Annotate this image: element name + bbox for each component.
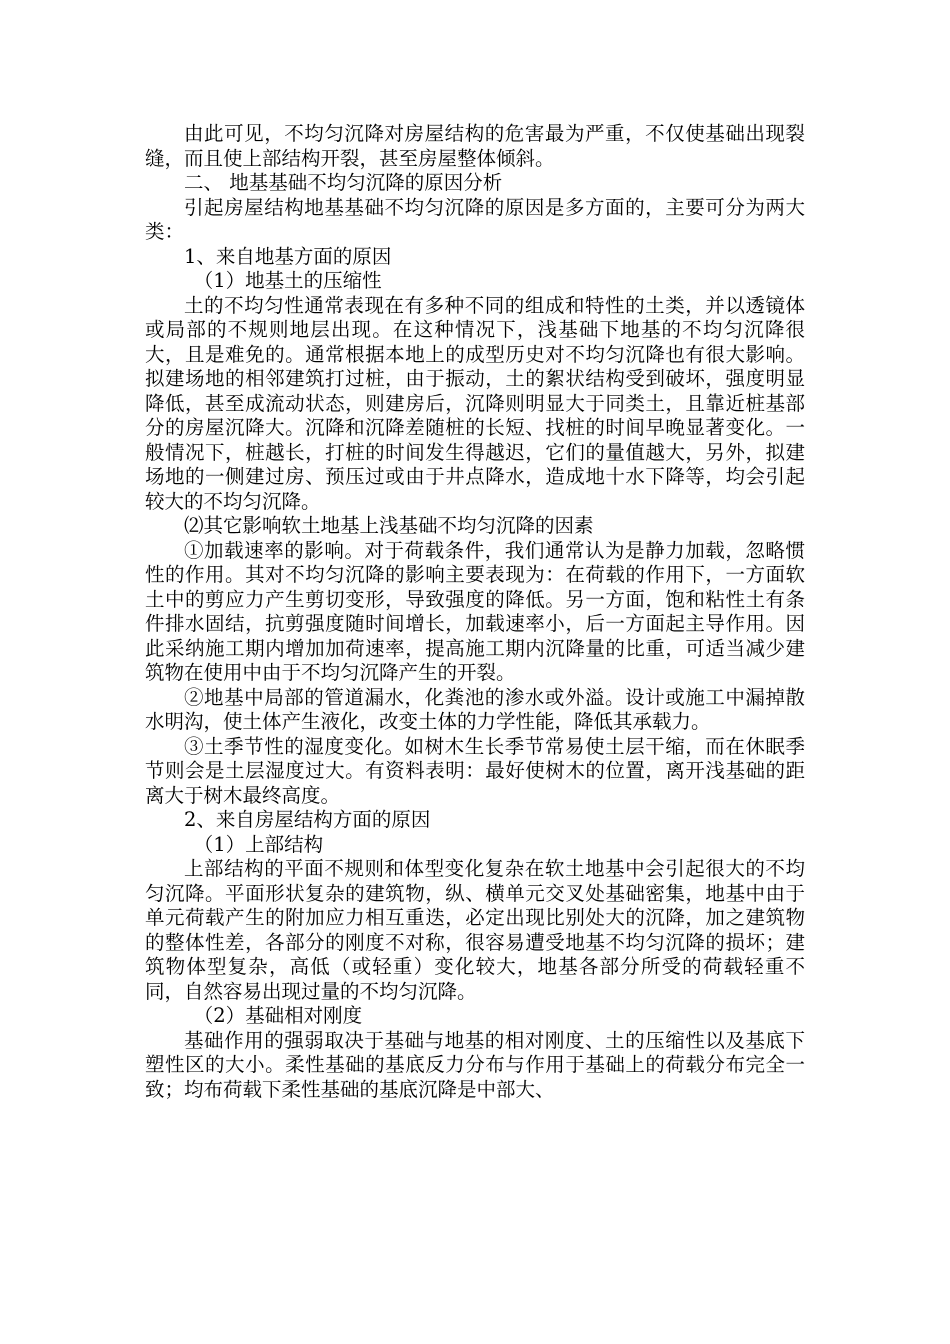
subsection-heading-structure: 2、来自房屋结构方面的原因	[184, 808, 431, 831]
paragraph-intro-causes: 引起房屋结构地基基础不均匀沉降的原因是多方面的，主要可分为两大类：	[145, 195, 805, 243]
paragraph-relative-stiffness: 基础作用的强弱取决于基础与地基的相对刚度、土的压缩性以及基底下塑性区的大小。柔性基础的基底反力分布与作用于基础上的荷载分布完全一致；均布荷载下柔性基础的基底沉降是中部大、	[145, 1028, 805, 1101]
paragraph-conclusion: 由此可见，不均匀沉降对房屋结构的危害最为严重，不仅使基础出现裂缝，而且使上部结构开裂，甚至房屋整体倾斜。	[145, 122, 805, 170]
sub-item-heading-superstructure: （1）上部结构	[193, 832, 324, 856]
subsection-heading-foundation-soil: 1、来自地基方面的原因	[184, 244, 392, 268]
paragraph-superstructure: 上部结构的平面不规则和体型变化复杂在软土地基中会引起很大的不均匀沉降。平面形状复杂的建筑物，纵、横单元交叉处基础密集，地基中由于单元荷载产生的附加应力相互重迭，必定出现比别处大的沉降，加之建筑物的整体性差，各部分的刚度不对称，很容易遭受地基不均匀沉降的损坏；建筑物体型复杂，高低（或轻重）变化较大，地基各部分所受的荷载轻重不同，自然容易出现过量的不均匀沉降。	[145, 857, 805, 1003]
paragraph-pipe-leakage: ②地基中局部的管道漏水，化粪池的渗水或外溢。设计或施工中漏掉散水明沟，使土体产生液化，改变土体的力学性能，降低其承载力。	[145, 685, 805, 733]
paragraph-loading-rate: ①加载速率的影响。对于荷载条件，我们通常认为是静力加载，忽略惯性的作用。其对不均匀沉降的影响主要表现为：在荷载的作用下，一方面软土中的剪应力产生剪切变形，导致强度的降低。另一方面，饱和粘性土有条件排水固结，抗剪强度随时间增长，加载速率小，后一方面起主导作用。因此采纳施工期内增加加荷速率，提高施工期内沉降量的比重，可适当减少建筑物在使用中由于不均匀沉降产生的开裂。	[145, 538, 805, 684]
section-heading-2: 二、 地基基础不均匀沉降的原因分析	[184, 171, 503, 194]
sub-item-heading-other-factors: ⑵其它影响软土地基上浅基础不均匀沉降的因素	[184, 514, 594, 537]
paragraph-soil-nonuniformity: 土的不均匀性通常表现在有多种不同的组成和特性的土类，并以透镜体或局部的不规则地层出现。在这种情况下，浅基础下地基的不均匀沉降很大，且是难免的。通常根据本地上的成型历史对不均匀沉降也有很大影响。拟建场地的相邻建筑打过桩，由于振动，土的絮状结构受到破坏，强度明显降低，甚至成流动状态，则建房后，沉降则明显大于同类土，且靠近桩基部分的房屋沉降大。沉降和沉降差随桩的长短、找桩的时间早晚显著变化。一般情况下，桩越长，打桩的时间发生得越迟，它们的量值越大，另外，拟建场地的一侧建过房、预压过或由于井点降水，造成地十水下降等，均会引起较大的不均匀沉降。	[145, 293, 805, 513]
paragraph-seasonal-moisture: ③土季节性的湿度变化。如树木生长季节常易使土层干缩，而在休眠季节则会是土层湿度过大。有资料表明：最好使树木的位置，离开浅基础的距离大于树木最终高度。	[145, 734, 805, 807]
document-body	[145, 122, 805, 1102]
sub-item-heading-compressibility: （1）地基土的压缩性	[193, 269, 382, 292]
sub-item-heading-relative-stiffness: （2）基础相对刚度	[193, 1004, 363, 1027]
